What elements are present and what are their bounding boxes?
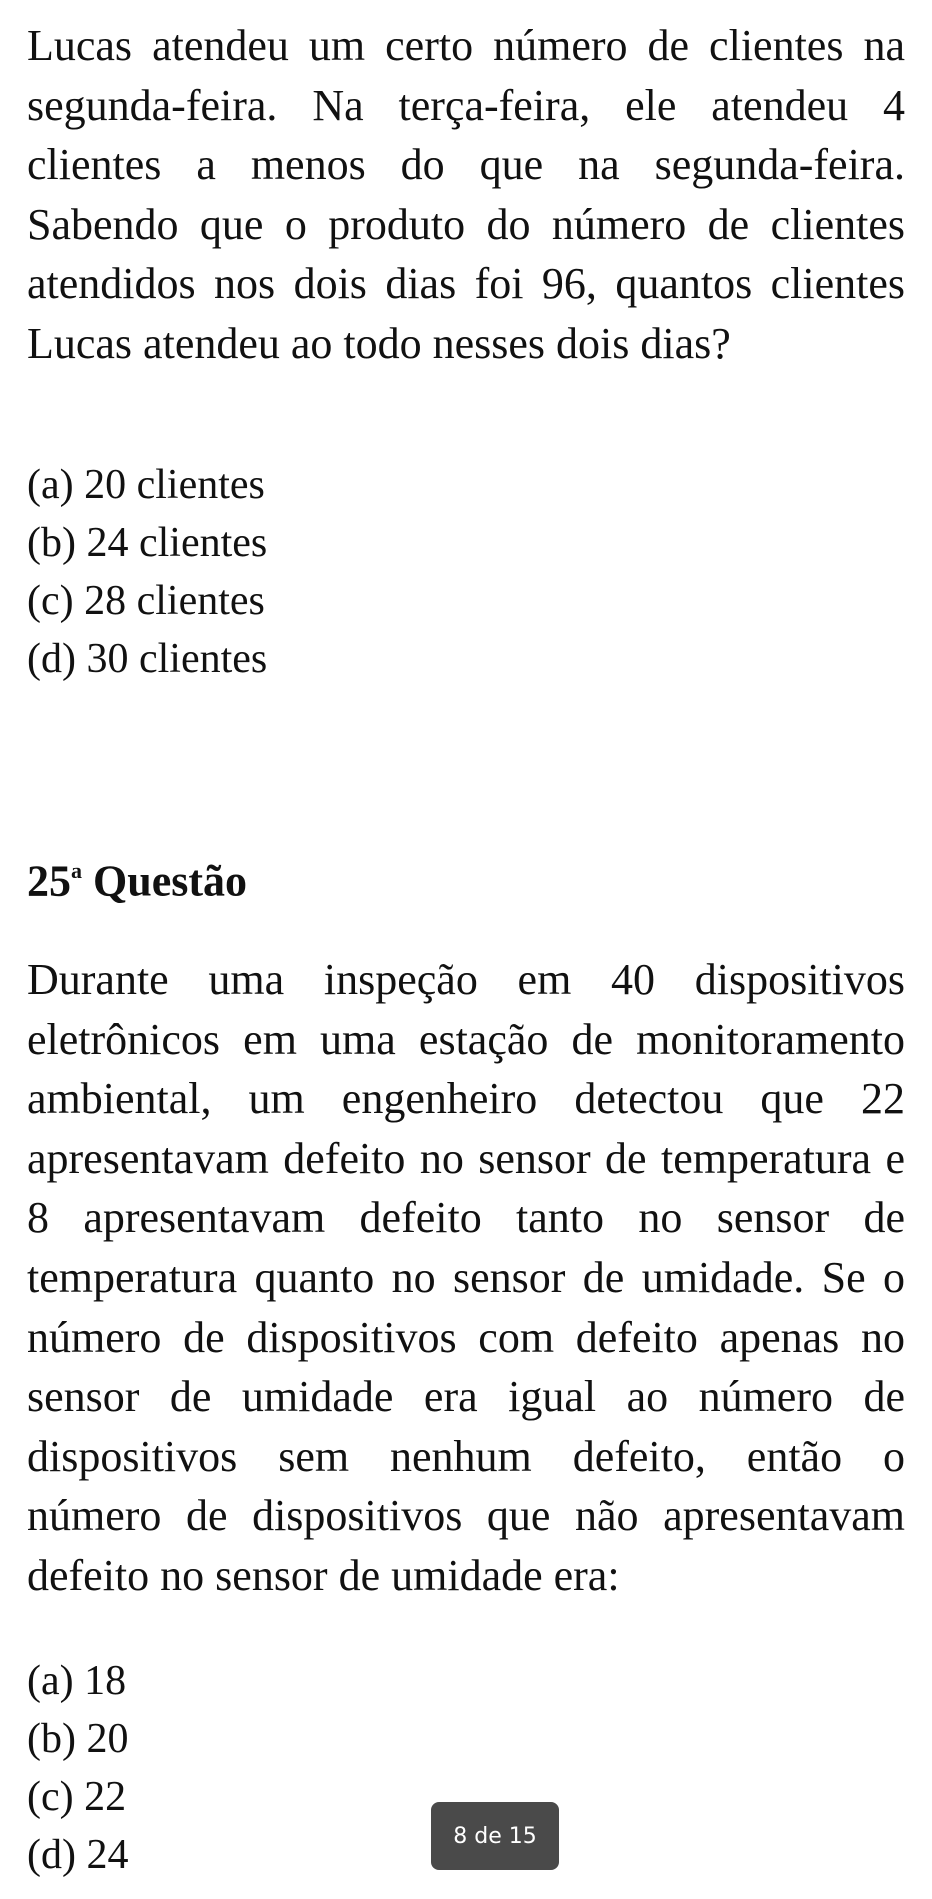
statement-line: Durante uma inspeção em 40 dispositivos (27, 955, 905, 1004)
statement-line: apresentavam defeito no sensor de temperatura e (27, 1133, 905, 1183)
page-indicator: 8 de 15 (431, 1802, 559, 1870)
statement-line: 8 apresentavam defeito tanto no sensor de (27, 1193, 905, 1243)
option-c: (c) 28 clientes (27, 578, 265, 624)
question-25-statement (27, 950, 905, 1606)
statement-line: clientes a menos do que na segunda-feira. (27, 140, 905, 190)
statement-line: Lucas atendeu ao todo nesses dois dias? (27, 318, 731, 368)
statement-line: Sabendo que o produto do número de clientes (27, 199, 905, 249)
question-24-statement (27, 16, 905, 374)
ordinal-indicator: a (71, 858, 82, 883)
statement-line: defeito no sensor de umidade era: (27, 1550, 620, 1600)
question-25-heading (27, 845, 247, 910)
statement-line: número de dispositivos que não apresentavam (27, 1491, 905, 1541)
question-24-options (27, 456, 267, 688)
question-number: 25 (27, 856, 71, 906)
option-d: (d) 30 clientes (27, 636, 268, 682)
statement-line: ambiental, um engenheiro detectou que 22 (27, 1074, 905, 1124)
option-b: (b) 24 clientes (27, 520, 268, 566)
option-b: (b) 20 (27, 1716, 129, 1762)
statement-line: dispositivos sem nenhum defeito, então o (27, 1431, 905, 1481)
statement-line: atendidos nos dois dias foi 96, quantos clientes (27, 259, 905, 309)
statement-line: temperatura quanto no sensor de umidade. Se o (27, 1252, 905, 1302)
statement-line: Lucas atendeu um certo número de clientes na (27, 21, 905, 70)
option-a: (a) 18 (27, 1658, 127, 1704)
question-title: Questão (93, 856, 247, 906)
option-c: (c) 22 (27, 1774, 127, 1820)
statement-line: sensor de umidade era igual ao número de (27, 1372, 905, 1422)
statement-line: eletrônicos em uma estação de monitoramento (27, 1014, 905, 1064)
option-d: (d) 24 (27, 1832, 129, 1878)
statement-line: número de dispositivos com defeito apenas no (27, 1312, 905, 1362)
question-25-options (27, 1652, 128, 1884)
option-a: (a) 20 clientes (27, 462, 265, 508)
statement-line: segunda-feira. Na terça-feira, ele atendeu 4 (27, 80, 905, 130)
